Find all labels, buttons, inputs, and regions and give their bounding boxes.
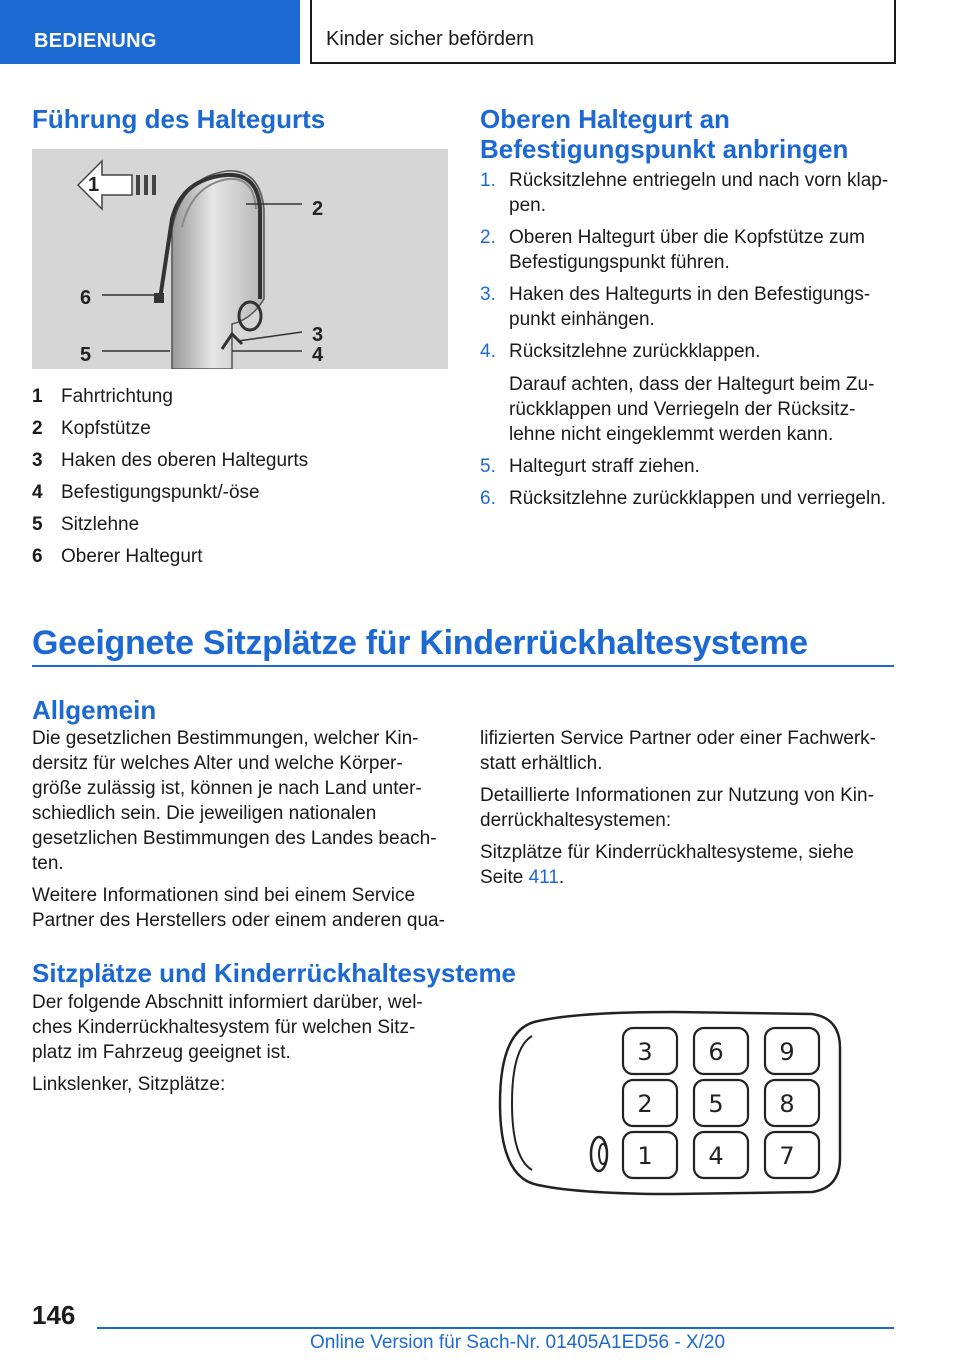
step-item: 6. Rücksitzlehne zurückklappen und verriegeln. [480, 488, 887, 509]
legend-item: 3 Haken des oberen Haltegurts [32, 450, 309, 471]
car-top-view [494, 1008, 844, 1198]
allgemein-left-column [32, 726, 452, 940]
page-reference-link[interactable]: 411 [528, 867, 559, 888]
step-item: 1. Rücksitzlehne entriegeln und nach vorn klap-pen. [480, 170, 889, 216]
seat-number: 3 [637, 1038, 653, 1066]
step-note: Darauf achten, dass der Haltegurt beim Zu-rückklappen und Verriegeln der Rücksitz-lehne nicht eingeklemmt werden kann. [509, 374, 875, 445]
seat-number: 2 [637, 1090, 653, 1118]
paragraph: Weitere Informationen sind bei einem Service Partner des Herstellers oder einem anderen qua- [32, 885, 445, 931]
seating-plan-figure [494, 1008, 844, 1198]
seat-number: 5 [708, 1090, 724, 1118]
footer-version: Online Version für Sach-Nr. 01405A1ED56 - X/20 [310, 1332, 726, 1353]
seat-number: 4 [708, 1142, 724, 1170]
legend-item: 6 Oberer Haltegurt [32, 546, 203, 567]
paragraph: Detaillierte Informationen zur Nutzung von Kin-derrückhaltesystemen: [480, 785, 874, 831]
paragraph: Der folgende Abschnitt informiert darüber, wel-ches Kinderrückhaltesystem für welchen Sitz-platz im Fahrzeug geeignet ist. [32, 992, 423, 1063]
legend-item: 1 Fahrtrichtung [32, 386, 173, 407]
seat-number: 7 [779, 1142, 795, 1170]
callout-2: 2 [312, 198, 324, 220]
step-item: 4. Rücksitzlehne zurückklappen. Darauf achten, dass der Haltegurt beim Zu-rückklappen und Verriegeln der Rücksitz-lehne nicht eingeklemmt werden kann. [480, 339, 900, 447]
footer-rule [97, 1327, 894, 1329]
callout-1: 1 [88, 174, 100, 196]
sitz-text [32, 990, 452, 1104]
direction-arrow-icon [78, 161, 132, 209]
seat-number: 8 [779, 1090, 795, 1118]
legend-item: 4 Befestigungspunkt/-öse [32, 482, 260, 503]
step-item: 5. Haltegurt straff ziehen. [480, 456, 700, 477]
legend-item: 5 Sitzlehne [32, 514, 140, 535]
heading-sitzplaetze: Sitzplätze und Kinderrückhaltesysteme [32, 958, 517, 988]
heading-haltegurt-anbringen: Oberen Haltegurt an Befestigungspunkt anbringen [480, 104, 849, 164]
section-title: Geeignete Sitzplätze für Kinderrückhaltesysteme [32, 624, 808, 662]
paragraph: Linkslenker, Sitzplätze: [32, 1074, 226, 1095]
seat-number: 6 [708, 1038, 724, 1066]
legend-item: 2 Kopfstütze [32, 418, 151, 439]
callout-4: 4 [312, 344, 324, 366]
callout-3: 3 [312, 324, 324, 346]
heading-haltegurt-fuehrung: Führung des Haltegurts [32, 104, 326, 134]
seat-number: 9 [779, 1038, 795, 1066]
paragraph: Die gesetzlichen Bestimmungen, welcher Kin-dersitz für welches Alter und welche Körper-größe zulässig ist, können je nach Land unter-schiedlich sein. Die jeweiligen nationalen gesetzlichen Bestimmungen des Landes beach-ten. [32, 728, 437, 874]
paragraph: Sitzplätze für Kinderrückhaltesysteme, siehe Seite 411. [480, 842, 854, 888]
figure-legend [32, 381, 308, 573]
heading-allgemein: Allgemein [32, 695, 157, 725]
paragraph: lifizierten Service Partner oder einer Fachwerk-statt erhältlich. [480, 728, 876, 774]
chapter-title: Kinder sicher befördern [310, 0, 896, 64]
step-item: 3. Haken des Haltegurts in den Befestigungs-punkt einhängen. [480, 284, 871, 330]
section-tab: BEDIENUNG [0, 0, 300, 64]
headrest-illustration [32, 149, 448, 369]
step-item: 2. Oberen Haltegurt über die Kopfstütze zum Befestigungspunkt führen. [480, 227, 865, 273]
callout-5: 5 [80, 344, 92, 366]
callout-6: 6 [80, 287, 92, 309]
page-number: 146 [32, 1300, 76, 1330]
allgemein-right-column [480, 726, 900, 897]
seat-number: 1 [637, 1142, 653, 1170]
headrest-strap-figure [32, 149, 448, 369]
section-rule [32, 665, 894, 667]
installation-steps [480, 168, 900, 518]
